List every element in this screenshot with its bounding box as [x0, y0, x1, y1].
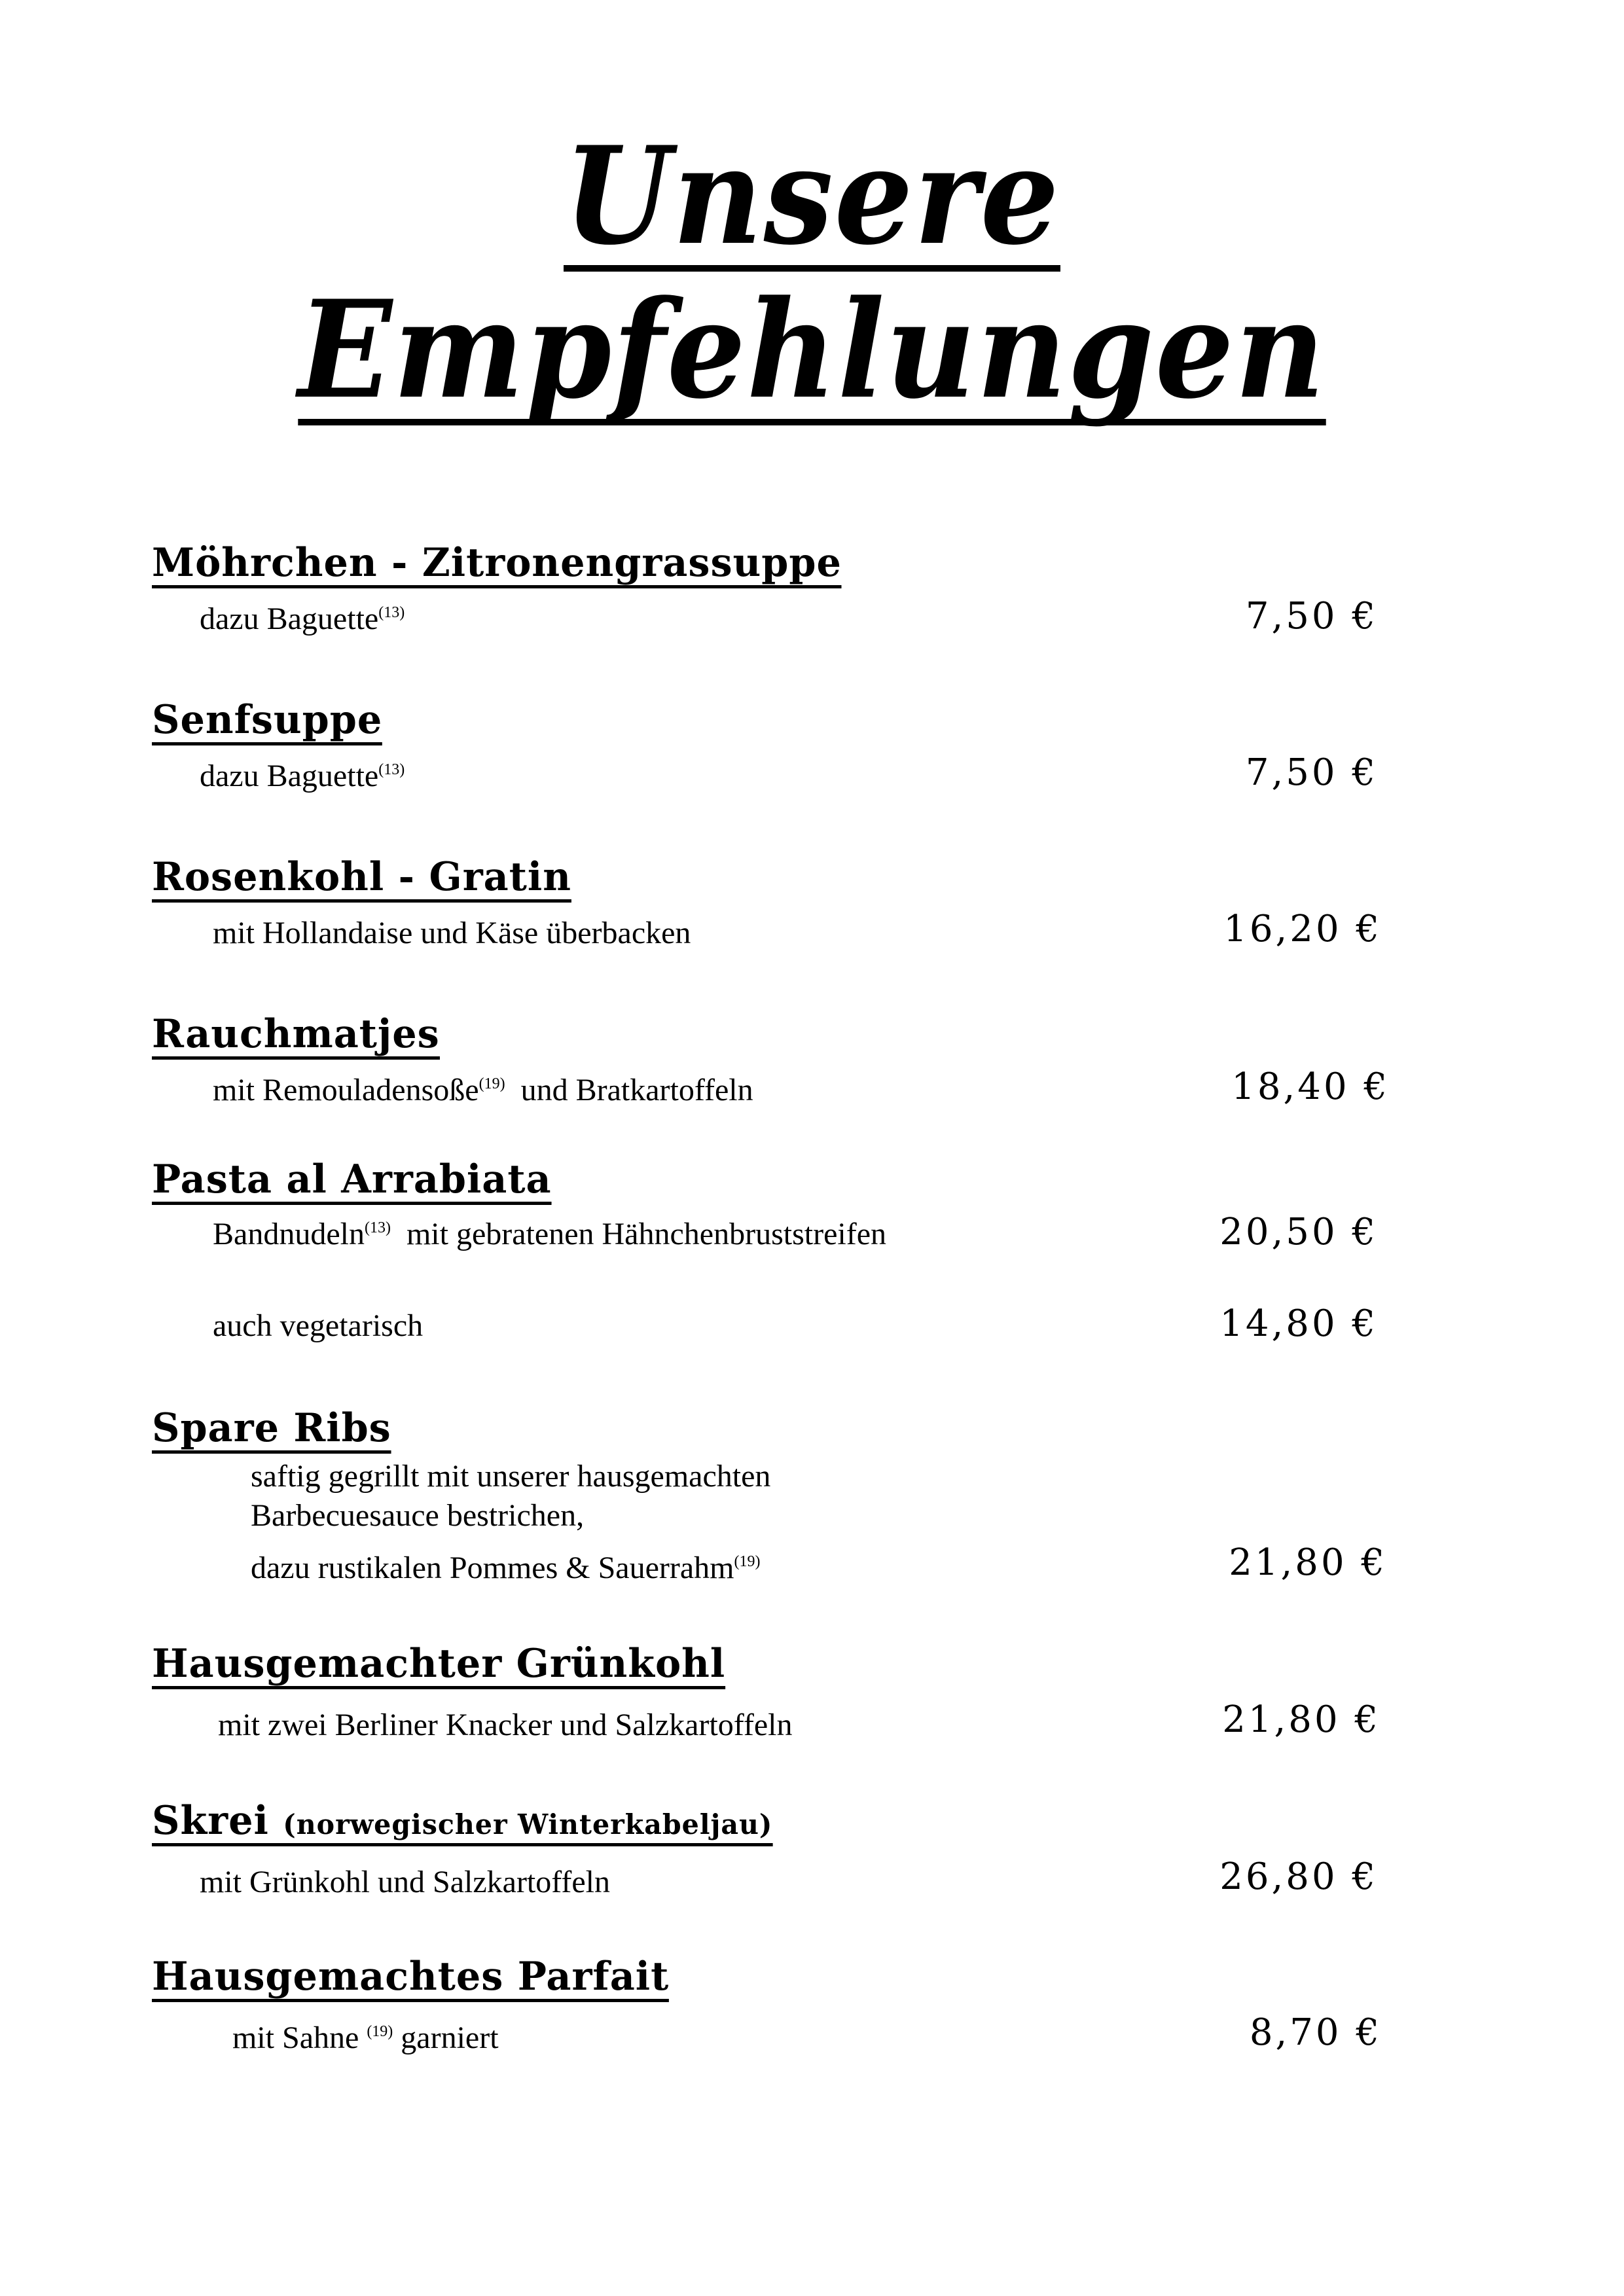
item-description: Bandnudeln$^{(13)}$ mit gebratenen Hähnchenbruststreifen [213, 1217, 887, 1251]
item-description-line-3: dazu rustikalen Pommes & Sauerrahm$^{(19)}$ [251, 1551, 761, 1585]
page-title-line-2: Empfehlungen [298, 272, 1326, 429]
item-heading: Pasta al Arrabiata [152, 1160, 552, 1205]
allergen-note: (19) [367, 2023, 393, 2040]
item-heading: Möhrchen - Zitronengrassuppe [152, 543, 842, 588]
item-heading-subtitle: (norwegischer Winterkabeljau) [283, 1808, 773, 1840]
item-price: 21,80 € [1229, 1541, 1387, 1584]
item-price: 21,80 € [1222, 1698, 1380, 1741]
item-variant-description: auch vegetarisch [213, 1308, 424, 1343]
item-heading: Hausgemachter Grünkohl [152, 1644, 725, 1689]
menu-item-moehrchen-suppe [152, 540, 1461, 588]
item-heading: Spare Ribs [152, 1408, 391, 1454]
menu-item-senfsuppe [152, 697, 1461, 745]
menu-item-rosenkohl-gratin [152, 854, 1461, 903]
item-description: mit zwei Berliner Knacker und Salzkartoffeln [218, 1708, 793, 1742]
item-description: dazu Baguette$^{(13)}$ [200, 601, 405, 636]
menu-item-parfait [152, 1954, 1461, 2002]
item-description-line-2: Barbecuesauce bestrichen, [251, 1498, 585, 1533]
allergen-note: (19) [478, 1075, 505, 1092]
item-heading: Rauchmatjes [152, 1014, 440, 1060]
item-heading: Rosenkohl - Gratin [152, 857, 571, 903]
item-heading: Senfsuppe [152, 700, 382, 745]
allergen-note: (19) [734, 1553, 761, 1570]
item-description: dazu Baguette$^{(13)}$ [200, 759, 405, 793]
menu-item-skrei [152, 1798, 1461, 1846]
item-price: 18,40 € [1231, 1066, 1390, 1108]
item-price: 7,50 € [1245, 751, 1378, 794]
item-heading: Hausgemachtes Parfait [152, 1957, 669, 2002]
item-price: 8,70 € [1249, 2011, 1382, 2054]
allergen-note: (13) [378, 604, 405, 621]
menu-item-gruenkohl [152, 1641, 1461, 1689]
item-price: 7,50 € [1245, 595, 1378, 637]
item-price: 26,80 € [1219, 1856, 1378, 1898]
item-price: 20,50 € [1219, 1211, 1378, 1253]
allergen-note: (13) [378, 761, 405, 778]
item-variant-price: 14,80 € [1219, 1302, 1378, 1345]
menu-item-spare-ribs [152, 1405, 1461, 1454]
menu-item-pasta-arrabiata [152, 1157, 1461, 1205]
item-description: mit Hollandaise und Käse überbacken [213, 916, 691, 950]
page-title-line-1: Unsere [564, 118, 1060, 275]
item-price: 16,20 € [1223, 908, 1382, 950]
item-description-line-1: saftig gegrillt mit unserer hausgemachten [251, 1459, 771, 1494]
item-description: mit Grünkohl und Salzkartoffeln [200, 1865, 610, 1899]
item-description: mit Sahne $^{(19)}$ garniert [232, 2020, 499, 2055]
menu-item-rauchmatjes [152, 1011, 1461, 1060]
item-description: mit Remouladensoße$^{(19)}$ und Bratkartoffeln [213, 1073, 753, 1107]
allergen-note: (13) [364, 1219, 391, 1236]
item-heading: Skrei (norwegischer Winterkabeljau) [152, 1801, 772, 1846]
